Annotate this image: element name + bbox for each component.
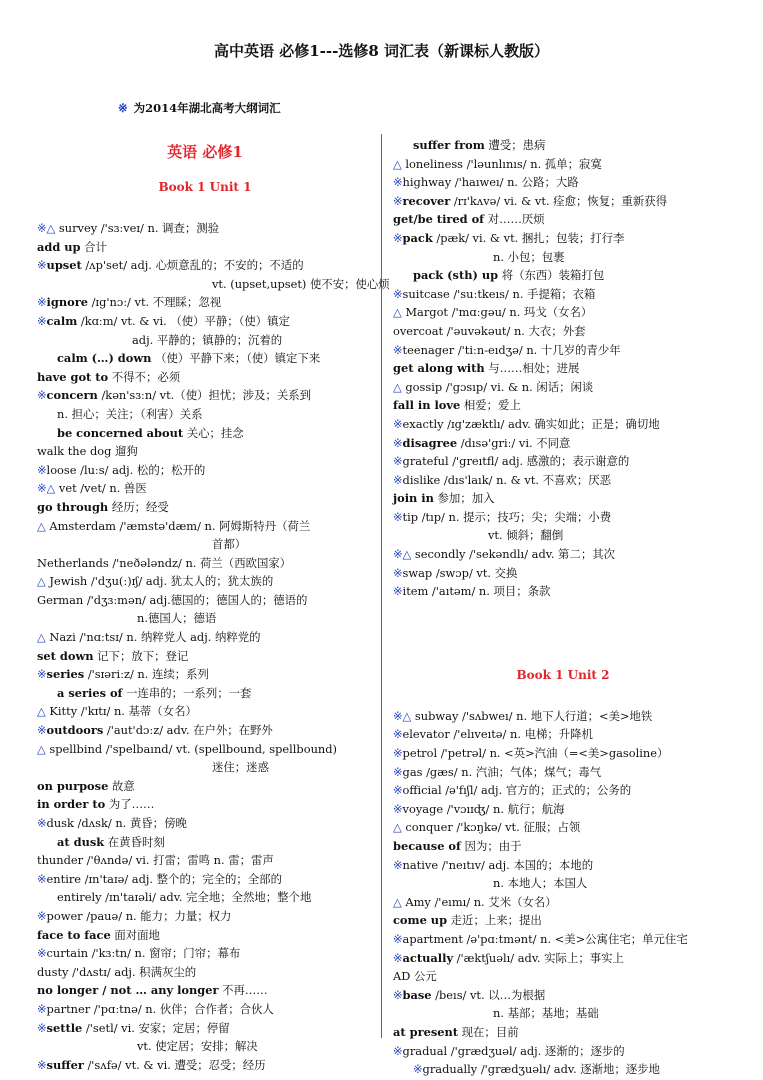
entry-mark: ※ (393, 727, 403, 742)
entry-text: vt. (upset,upset) 使不安；使心烦 (212, 276, 390, 291)
entry-headword: because of (393, 839, 461, 853)
entry-text: Margot /'mɑːgəu/ n. 玛戈（女名） (401, 305, 593, 320)
vocab-entry (393, 378, 733, 397)
vocab-entry (37, 926, 373, 945)
entry-text: loose /luːs/ adj. 松的；松开的 (46, 462, 206, 477)
entry-headword: pack (sth) up (413, 268, 499, 283)
entry-text: n. 基部；基地；基础 (493, 1006, 599, 1021)
entry-mark: ※△ (37, 221, 56, 235)
entry-text: Jewish /'dʒu(ː)ɪʃ/ adj. 犹太人的；犹太族的 (45, 574, 274, 589)
entry-headword: fall in love (393, 398, 461, 413)
entry-text: survey /'sɜːveɪ/ n. 调查；测验 (55, 221, 220, 235)
entry-mark: ※ (393, 987, 403, 1002)
vocab-entry (393, 911, 733, 930)
vocab-entry (393, 359, 733, 378)
vocab-entry (37, 386, 373, 405)
entry-mark: ※ (393, 435, 403, 450)
entry-text: gradual /'grædʒuəl/ adj. 逐渐的；逐步的 (402, 1043, 625, 1058)
entry-text: vt. 倾斜；翻倒 (488, 528, 564, 543)
vocab-entry (37, 963, 373, 982)
entry-text: official /ə'fıʃl/ adj. 官方的；正式的；公务的 (402, 783, 632, 798)
entry-headword: at dusk (57, 834, 105, 849)
vocab-entry (393, 744, 733, 763)
vocab-entry (37, 293, 373, 312)
vocab-entry (37, 851, 373, 870)
entry-text: elevator /'elıveıtə/ n. 电梯；升降机 (402, 727, 593, 742)
vocab-entry (37, 256, 373, 275)
entry-text: dislike /dıs'laık/ n. & vt. 不喜欢；厌恶 (402, 472, 611, 487)
vocab-entry (37, 461, 373, 480)
entry-mark: ※ (393, 509, 403, 524)
entry-text: 一连串的；一系列；一套 (122, 685, 252, 700)
entry-text: 经历；经受 (108, 499, 169, 514)
entry-mark: ※ (393, 342, 403, 357)
vocab-entry (393, 322, 733, 341)
entry-text: gossip /'gɔsıp/ vi. & n. 闲话；闲谈 (401, 379, 594, 394)
entry-text: German /'dʒɜːmən/ adj.德国的；德国人的；德语的 (37, 592, 308, 607)
vocab-entry (37, 721, 373, 740)
vocab-entry (393, 1023, 733, 1042)
vocab-entry (393, 415, 733, 434)
vocab-entry (37, 944, 373, 963)
entry-text: 合计 (80, 239, 107, 254)
vocab-entry (393, 818, 733, 837)
unit-heading: Book 1 Unit 2 (516, 667, 610, 682)
vocab-entry (37, 535, 373, 554)
entry-mark: ※ (393, 175, 403, 190)
entry-mark: ※ (37, 908, 47, 923)
note-line (118, 100, 281, 116)
entry-text: （使）平静下来；（使）镇定下来 (151, 351, 321, 366)
entry-text: Nazi /'nɑːtsɪ/ n. 纳粹党人 adj. 纳粹党的 (45, 630, 261, 645)
entry-mark: ※△ (393, 547, 412, 562)
entry-headword: recover (402, 193, 451, 208)
entry-mark: ※△ (37, 481, 56, 496)
vocab-entry (37, 647, 373, 666)
entry-headword: come up (393, 913, 448, 928)
entry-headword: add up (37, 239, 81, 254)
vocab-entry (37, 833, 373, 852)
entry-text: teenager /'tiːn-eıdʒə/ n. 十几岁的青少年 (402, 342, 621, 357)
entry-text: 相爱；爱上 (460, 398, 521, 413)
vocab-entry (393, 564, 733, 583)
vocab-entry (37, 368, 373, 387)
entry-text: /'aut'dɔːz/ adv. 在户外；在野外 (103, 723, 273, 738)
entry-text: curtain /'kɜːtn/ n. 窗帘；门帘；幕布 (46, 946, 241, 961)
vocab-entry (393, 192, 733, 211)
entry-text: highway /'haıweı/ n. 公路；大路 (402, 175, 579, 190)
entry-mark: ※ (393, 565, 403, 580)
vocab-entry (37, 517, 373, 536)
entry-headword: have got to (37, 369, 109, 384)
entry-text: /'æktʃuəlı/ adv. 实际上；事实上 (453, 950, 624, 965)
entry-mark: ※ (37, 462, 47, 477)
entry-text: 不得不；必须 (108, 369, 181, 384)
entry-headword: no longer / not … any longer (37, 983, 219, 998)
entry-text: power /pauə/ n. 能力；力量；权力 (46, 908, 232, 923)
entry-text: 故意 (108, 778, 135, 793)
vocab-entry (37, 684, 373, 703)
vocab-entry (393, 856, 733, 875)
vocab-entry (37, 888, 373, 907)
entry-text: tip /tıp/ n. 提示；技巧；尖；尖端；小费 (402, 509, 612, 524)
left-column (37, 136, 390, 1074)
entry-text: 将（东西）装箱打包 (498, 268, 605, 283)
entry-headword: set down (37, 648, 94, 663)
entry-mark: ※ (37, 388, 47, 403)
spacer (393, 601, 733, 657)
entry-headword: at present (393, 1024, 459, 1039)
vocab-entry (37, 498, 373, 517)
entry-text: dusty /'dʌstɪ/ adj. 积满灰尘的 (37, 964, 197, 979)
entry-text: exactly /ɪg'zæktlı/ adv. 确实如此；正是；确切地 (402, 416, 660, 431)
entry-mark: △ (37, 630, 46, 645)
entry-mark: ※ (393, 416, 403, 431)
vocab-entry (393, 545, 733, 564)
entry-mark: △ (393, 820, 402, 835)
entry-text: walk the dog 遛狗 (37, 444, 138, 459)
vocab-entry (393, 1042, 733, 1061)
entry-headword: settle (46, 1020, 83, 1035)
vocab-entry (393, 396, 733, 415)
entry-text: Amy /'eımı/ n. 艾米（女名） (401, 894, 557, 909)
entry-text: 对……厌烦 (484, 212, 545, 227)
entry-mark: △ (393, 156, 402, 171)
entry-text: overcoat /'əuvəkəut/ n. 大衣；外套 (393, 323, 586, 338)
vocab-entry (393, 173, 733, 192)
entry-mark: △ (37, 518, 46, 533)
entry-headword: face to face (37, 927, 111, 942)
entry-text: 面对面地 (110, 927, 160, 942)
entry-mark: ※ (393, 857, 403, 872)
entry-headword: upset (46, 258, 82, 273)
vocab-entry (37, 554, 373, 573)
entry-text: loneliness /'ləunlınıs/ n. 孤单；寂寞 (401, 156, 602, 171)
entry-text: /dısə'griː/ vi. 不同意 (457, 435, 571, 450)
entry-headword: calm (…) down (57, 351, 152, 366)
entry-text: Kitty /'kɪtɪ/ n. 基蒂（女名） (45, 704, 197, 719)
vocab-entry (37, 1056, 373, 1075)
entry-headword: ignore (46, 295, 88, 310)
vocab-entry (393, 508, 733, 527)
vocab-entry (393, 248, 733, 267)
vocab-entry (393, 341, 733, 360)
entry-text: 走近；上来；提出 (447, 913, 542, 928)
vocab-entry (37, 907, 373, 926)
entry-mark: ※ (393, 193, 403, 208)
entry-text: adj. 平静的；镇静的；沉着的 (132, 332, 283, 347)
vocab-entry (37, 740, 373, 759)
vocab-entry (393, 837, 733, 856)
entry-mark: ※ (37, 871, 47, 886)
entry-headword: in order to (37, 797, 106, 812)
entry-mark: ※ (393, 746, 403, 761)
entry-headword: suffer (46, 1057, 84, 1072)
entry-mark: △ (37, 704, 46, 719)
vocab-entry (393, 229, 733, 248)
unit-heading: Book 1 Unit 1 (158, 180, 252, 194)
entry-mark: △ (393, 379, 402, 394)
vocab-entry (393, 1060, 733, 1079)
vocab-entry (37, 1037, 373, 1056)
entry-mark: △ (37, 574, 46, 589)
vocab-entry (37, 981, 373, 1000)
entry-mark: ※ (413, 1062, 423, 1077)
entry-text: thunder /'θʌndə/ vi. 打雷；雷鸣 n. 雷；雷声 (37, 853, 274, 868)
entry-text: dusk /dʌsk/ n. 黄昏；傍晚 (46, 816, 187, 830)
vocab-entry (37, 609, 373, 628)
entry-headword: base (402, 987, 432, 1002)
entry-text: entirely /ɪn'taɪəli/ adv. 完全地；全然地；整个地 (57, 890, 312, 905)
entry-text: apartment /ə'pɑːtmənt/ n. <美>公寓住宅；单元住宅 (402, 931, 688, 946)
vocab-entry (393, 303, 733, 322)
entry-text: gas /gæs/ n. 汽油；气体；煤气；毒气 (402, 764, 602, 779)
entry-text: /beıs/ vt. 以…为根据 (431, 987, 546, 1002)
entry-headword: outdoors (46, 723, 104, 738)
entry-text: voyage /'vɔıɪʤ/ n. 航行；航海 (402, 801, 565, 816)
entry-text: secondly /'sekəndlı/ adv. 第二；其次 (411, 547, 616, 562)
entry-mark: ※ (393, 472, 403, 487)
entry-headword: disagree (402, 435, 458, 450)
entry-headword: get/be tired of (393, 212, 485, 227)
entry-mark: ※ (37, 946, 47, 961)
vocab-entry (37, 219, 373, 238)
vocab-entry (393, 1004, 733, 1023)
entry-mark: ※ (393, 783, 403, 798)
entry-mark: ※ (393, 931, 403, 946)
vocab-entry (393, 763, 733, 782)
entry-text: 迷住；迷惑 (212, 760, 269, 775)
entry-mark: ※ (393, 950, 403, 965)
vocab-entry (37, 442, 373, 461)
entry-text: /ʌp'set/ adj. 心烦意乱的；不安的；不适的 (81, 258, 304, 273)
entry-headword: pack (402, 230, 433, 245)
entry-text: /kɑːm/ vt. & vi. （使）平静；（使）镇定 (77, 313, 290, 328)
vocab-entry (37, 665, 373, 684)
vocab-entry (37, 405, 373, 424)
entry-text: 记下；放下；登记 (93, 648, 189, 663)
entry-text: partner /'pɑːtnə/ n. 伙伴；合作者；合伙人 (46, 1001, 274, 1016)
entry-mark: ※ (393, 230, 403, 245)
entry-text: AD 公元 (393, 969, 437, 984)
entry-mark: ※ (393, 286, 403, 301)
vocab-entry (393, 707, 733, 726)
entry-text: 不再…… (218, 983, 268, 998)
entry-text: 在黄昏时刻 (104, 834, 165, 849)
entry-text: suitcase /'suːtkeıs/ n. 手提箱；衣箱 (402, 286, 596, 301)
entry-text: petrol /'petrəl/ n. <英>汽油（=<美>gasoline） (402, 746, 669, 761)
vocab-entry (37, 1000, 373, 1019)
entry-mark: ※ (37, 258, 47, 273)
entry-text: /'sʌfə/ vt. & vi. 遭受；忍受；经历 (83, 1057, 266, 1072)
entry-headword: on purpose (37, 778, 109, 793)
vocab-entry (37, 758, 373, 777)
entry-headword: get along with (393, 361, 485, 376)
vocab-entry (393, 136, 733, 155)
entry-text: n.德国人；德语 (137, 611, 217, 626)
vocab-entry (393, 874, 733, 893)
entry-text: vet /vet/ n. 兽医 (55, 481, 147, 496)
entry-mark: △ (393, 894, 402, 909)
entry-headword: series (46, 667, 85, 682)
vocab-entry (37, 795, 373, 814)
entry-mark: ※ (37, 1001, 47, 1016)
vocab-entry (393, 452, 733, 471)
entry-text: swap /swɔp/ vt. 交换 (402, 565, 518, 580)
entry-text: /pæk/ vi. & vt. 捆扎；包装；打行李 (432, 230, 625, 245)
entry-mark: ※ (37, 816, 47, 830)
vocab-entry (393, 489, 733, 508)
vocab-entry (393, 526, 733, 545)
entry-text: /rɪ'kʌvə/ vi. & vt. 痊愈；恢复；重新获得 (450, 193, 668, 208)
vocab-entry (37, 702, 373, 721)
vocab-entry (393, 781, 733, 800)
vocab-entry (393, 210, 733, 229)
vocab-entry (393, 893, 733, 912)
entry-text: 首都） (212, 537, 247, 552)
entry-mark: ※ (37, 723, 47, 738)
vocab-entry (393, 967, 733, 986)
vocab-entry (37, 479, 373, 498)
vocab-entry (37, 331, 373, 350)
vocab-entry (37, 1019, 373, 1038)
entry-text: item /'aıtəm/ n. 项目；条款 (402, 584, 551, 599)
vocab-entry (37, 275, 390, 294)
entry-text: 为了…… (105, 797, 155, 812)
vocab-entry (393, 800, 733, 819)
entry-mark: ※ (393, 1043, 403, 1058)
vocab-entry (393, 582, 733, 601)
column-divider (381, 134, 382, 1038)
entry-text: conquer /'kɔŋkə/ vt. 征服；占领 (401, 820, 581, 835)
entry-mark: ※ (37, 1020, 47, 1035)
vocab-entry (37, 238, 373, 257)
entry-text: 关心；挂念 (183, 425, 244, 440)
entry-text: grateful /'greıtfl/ adj. 感激的；表示谢意的 (402, 454, 630, 469)
entry-mark: ※ (37, 667, 47, 682)
entry-text: Amsterdam /'æmstə'dæm/ n. 阿姆斯特丹（荷兰 (45, 518, 311, 533)
vocab-entry (393, 155, 733, 174)
entry-headword: go through (37, 499, 109, 514)
entry-headword: actually (402, 950, 454, 965)
entry-text: 因为；由于 (460, 839, 522, 853)
entry-headword: a series of (57, 685, 123, 700)
entry-mark: ※ (37, 1057, 47, 1072)
entry-mark: ※ (37, 295, 47, 310)
entry-headword: calm (46, 313, 78, 328)
entry-text: native /'neıtıv/ adj. 本国的；本地的 (402, 857, 594, 872)
entry-text: /'setl/ vi. 安家；定居；停留 (82, 1020, 230, 1035)
entry-text: vt. 使定居；安排；解决 (137, 1039, 258, 1054)
note-text: 为2014年湖北高考大纲词汇 (133, 101, 281, 115)
entry-headword: suffer from (413, 138, 485, 152)
vocab-entry (393, 725, 733, 744)
vocab-entry (37, 572, 373, 591)
note-mark: ※ (118, 101, 128, 115)
entry-mark: ※ (393, 454, 403, 469)
vocab-entry (37, 628, 373, 647)
entry-text: /ɪg'nɔː/ vt. 不理睬；忽视 (87, 295, 222, 310)
entry-text: 与……相处；进展 (484, 361, 580, 376)
vocab-entry (37, 312, 373, 331)
entry-headword: concern (46, 388, 98, 403)
entry-text: 参加；加入 (433, 491, 495, 506)
entry-text: Netherlands /'neðələndz/ n. 荷兰（西欧国家） (37, 555, 292, 570)
entry-mark: ※ (37, 313, 47, 328)
vocab-entry (37, 591, 373, 610)
entry-mark: ※ (393, 584, 403, 599)
vocab-entry (37, 349, 373, 368)
entry-mark: ※△ (393, 708, 412, 723)
vocab-entry (393, 986, 733, 1005)
vocab-entry (37, 814, 373, 833)
vocab-entry (393, 434, 733, 453)
vocab-entry (37, 777, 373, 796)
entry-text: n. 小包；包裹 (493, 249, 565, 264)
vocab-entry (393, 471, 733, 490)
vocab-entry (37, 424, 373, 443)
entry-text: gradually /'grædʒuəlı/ adv. 逐渐地；逐步地 (422, 1062, 660, 1077)
vocab-entry (393, 266, 733, 285)
vocab-entry (393, 285, 733, 304)
entry-headword: be concerned about (57, 425, 184, 440)
entry-mark: △ (393, 305, 402, 320)
section-title: 英语 必修1 (167, 143, 243, 161)
entry-text: 现在；目前 (458, 1024, 519, 1039)
right-column (393, 136, 733, 1079)
vocab-entry (393, 930, 733, 949)
entry-text: /kən'sɜːn/ vt.（使）担忧；涉及；关系到 (97, 388, 311, 403)
entry-text: n. 本地人；本国人 (493, 876, 588, 891)
entry-text: subway /'sʌbweı/ n. 地下人行道；<美>地铁 (411, 708, 653, 723)
entry-headword: join in (393, 491, 434, 506)
vocab-entry (37, 870, 373, 889)
entry-text: /'sɪəriːz/ n. 连续；系列 (84, 667, 209, 682)
spacer (37, 205, 373, 219)
entry-mark: △ (37, 741, 46, 756)
entry-text: spellbind /'spelbaınd/ vt. (spellbound, spellbound) (45, 741, 337, 756)
entry-text: n. 担心；关注；（利害）关系 (57, 406, 203, 421)
entry-mark: ※ (393, 801, 403, 816)
entry-text: 遭受；患病 (484, 138, 546, 152)
entry-mark: ※ (393, 764, 403, 779)
entry-text: entire /ɪn'taɪə/ adj. 整个的；完全的；全部的 (46, 871, 282, 886)
vocab-entry (393, 949, 733, 968)
page-title: 高中英语 必修1---选修8 词汇表（新课标人教版） (214, 42, 549, 60)
spacer (393, 693, 733, 707)
